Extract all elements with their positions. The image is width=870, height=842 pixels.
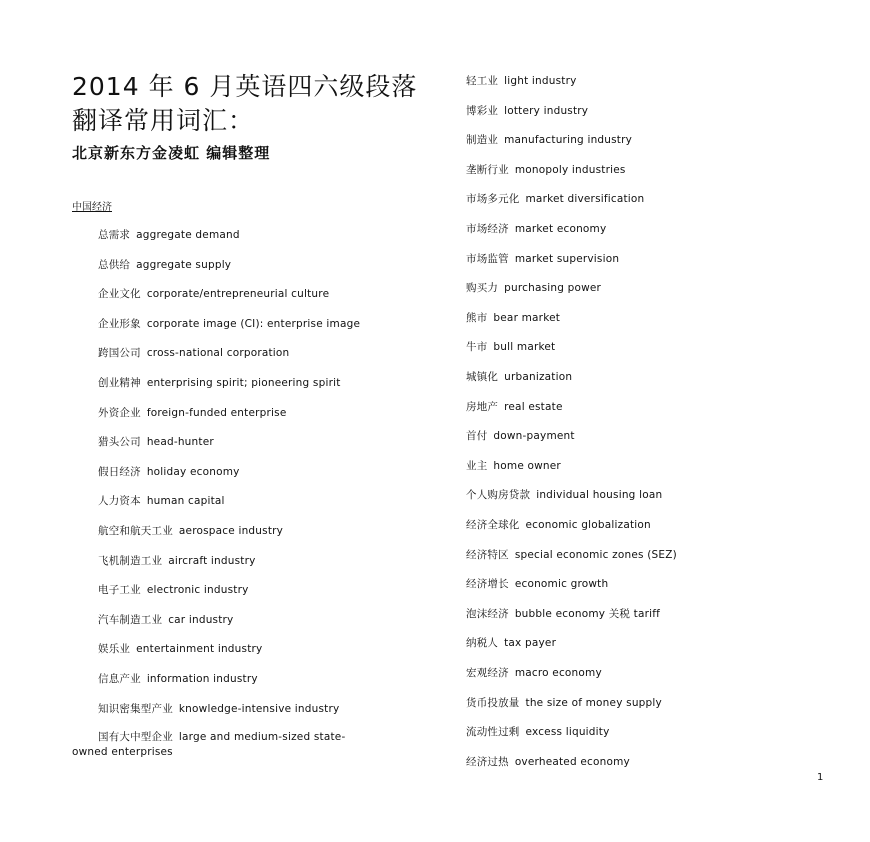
- vocab-english: electronic industry: [146, 584, 249, 597]
- vocab-english: economic globalization: [525, 519, 651, 531]
- vocab-entry: [98, 434, 214, 449]
- vocab-entry: [98, 227, 240, 242]
- vocab-entry: [466, 487, 662, 502]
- vocab-chinese: 宏观经济: [466, 667, 509, 679]
- vocab-entry: [98, 345, 289, 360]
- vocab-english: down-payment: [493, 430, 575, 443]
- vocab-entry: [466, 576, 608, 591]
- vocab-english: light industry: [504, 75, 577, 87]
- vocab-chinese: 人力资本: [98, 495, 141, 508]
- vocab-english: aerospace industry: [178, 525, 284, 537]
- vocab-chinese: 企业文化: [98, 288, 141, 301]
- vocab-entry: [466, 635, 556, 650]
- vocab-chinese: 流动性过剩: [466, 726, 520, 739]
- vocab-entry: [98, 286, 329, 301]
- vocab-chinese: 国有大中型企业: [98, 731, 173, 744]
- vocab-chinese: 市场经济: [466, 223, 509, 235]
- vocab-english: real estate: [504, 400, 563, 413]
- vocab-english: lottery industry: [504, 104, 589, 117]
- vocab-english: urbanization: [504, 371, 573, 383]
- vocab-chinese: 总需求: [98, 229, 131, 241]
- vocab-english: aircraft industry: [168, 554, 256, 567]
- vocab-chinese: 汽车制造工业: [98, 613, 163, 626]
- author-subtitle: 北京新东方金凌虹 编辑整理: [72, 144, 271, 162]
- vocab-entry: [466, 695, 662, 710]
- vocab-entry: [466, 73, 577, 88]
- vocab-chinese: 市场多元化: [466, 193, 520, 206]
- vocab-chinese: 纳税人: [466, 637, 499, 650]
- vocab-chinese: 总供给: [98, 258, 131, 271]
- vocab-chinese: 轻工业: [466, 75, 499, 87]
- vocab-entry: [98, 257, 231, 272]
- vocab-entry: [98, 641, 262, 656]
- vocab-chinese: 经济全球化: [466, 519, 520, 531]
- vocab-chinese: 假日经济: [98, 465, 141, 478]
- vocab-entry: [98, 316, 360, 331]
- vocab-chinese: 经济增长: [466, 578, 509, 591]
- vocab-english: enterprising spirit; pioneering spirit: [146, 377, 341, 389]
- vocab-chinese: 熊市: [466, 311, 488, 324]
- vocab-english: car industry: [168, 613, 234, 626]
- vocab-english: large and medium-sized state-owned enterprises: [72, 731, 346, 759]
- vocab-english: human capital: [146, 495, 225, 508]
- vocab-chinese: 泡沫经济: [466, 607, 509, 620]
- vocab-entry: [98, 375, 341, 390]
- vocab-chinese: 信息产业: [98, 673, 141, 685]
- vocab-entry: [466, 310, 560, 325]
- vocab-entry: [72, 730, 372, 760]
- vocab-entry: [466, 665, 602, 680]
- vocab-entry: [466, 369, 572, 384]
- vocab-english: head-hunter: [146, 436, 214, 449]
- vocab-chinese: 货币投放量: [466, 696, 520, 709]
- vocab-entry: [466, 428, 575, 443]
- vocab-entry: [98, 701, 339, 716]
- vocab-english: home owner: [493, 459, 561, 472]
- vocab-entry: [466, 399, 563, 414]
- vocab-english: aggregate supply: [136, 258, 232, 271]
- vocab-english: excess liquidity: [525, 726, 610, 739]
- vocab-english: corporate image (CI): enterprise image: [146, 317, 361, 330]
- vocab-entry: [466, 280, 601, 295]
- vocab-entry: [466, 162, 626, 177]
- vocab-english: bear market: [493, 311, 561, 324]
- vocab-chinese: 创业精神: [98, 377, 141, 389]
- vocab-chinese: 经济过热: [466, 755, 509, 768]
- vocab-english: macro economy: [514, 667, 602, 679]
- vocab-entry: [466, 754, 630, 769]
- vocab-english: individual housing loan: [536, 489, 663, 502]
- vocab-english: aggregate demand: [136, 229, 240, 241]
- vocab-english: corporate/entrepreneurial culture: [146, 288, 330, 301]
- vocab-chinese: 猎头公司: [98, 436, 141, 449]
- vocab-entry: [98, 553, 256, 568]
- vocab-english: economic growth: [514, 578, 609, 591]
- vocab-chinese: 博彩业: [466, 104, 499, 117]
- vocab-english: bull market: [493, 341, 556, 354]
- vocab-entry: [466, 458, 561, 473]
- vocab-english: holiday economy: [146, 465, 240, 478]
- vocab-entry: [98, 612, 233, 627]
- vocab-english: the size of money supply: [525, 696, 662, 709]
- vocab-english: tax payer: [504, 637, 557, 650]
- vocab-english: manufacturing industry: [504, 134, 633, 147]
- vocab-chinese: 房地产: [466, 400, 499, 413]
- vocab-chinese: 电子工业: [98, 584, 141, 597]
- vocab-entry: [466, 191, 644, 206]
- vocab-entry: [98, 464, 240, 479]
- vocab-chinese: 制造业: [466, 134, 499, 147]
- vocab-english: knowledge-intensive industry: [178, 702, 340, 715]
- vocab-chinese: 外资企业: [98, 406, 141, 419]
- vocab-chinese: 航空和航天工业: [98, 525, 173, 537]
- vocab-chinese: 购买力: [466, 282, 499, 295]
- vocab-chinese: 个人购房贷款: [466, 489, 531, 502]
- vocab-chinese: 经济特区: [466, 548, 509, 561]
- vocab-entry: [98, 493, 225, 508]
- vocab-english: purchasing power: [504, 282, 602, 295]
- vocab-english: bubble economy 关税 tariff: [514, 607, 661, 620]
- vocab-english: market supervision: [514, 252, 620, 265]
- vocab-chinese: 首付: [466, 430, 488, 443]
- vocab-entry: [466, 724, 610, 739]
- vocab-entry: [466, 103, 588, 118]
- vocab-chinese: 市场监管: [466, 252, 509, 265]
- vocab-english: entertainment industry: [136, 643, 263, 656]
- vocab-english: monopoly industries: [514, 163, 626, 176]
- vocab-chinese: 知识密集型产业: [98, 702, 173, 715]
- vocab-entry: [466, 606, 660, 621]
- vocab-chinese: 飞机制造工业: [98, 554, 163, 567]
- vocab-english: market economy: [514, 223, 607, 235]
- vocab-chinese: 垄断行业: [466, 163, 509, 176]
- vocab-entry: [466, 132, 632, 147]
- vocab-english: cross-national corporation: [146, 347, 290, 360]
- vocab-entry: [98, 405, 286, 420]
- vocab-chinese: 牛市: [466, 341, 488, 354]
- vocab-entry: [466, 517, 651, 532]
- vocab-chinese: 跨国公司: [98, 347, 141, 360]
- page-number: 1: [817, 772, 824, 783]
- vocab-chinese: 企业形象: [98, 317, 141, 330]
- vocab-entry: [466, 221, 606, 236]
- vocab-entry: [466, 339, 555, 354]
- vocab-english: overheated economy: [514, 755, 630, 768]
- vocab-english: foreign-funded enterprise: [146, 406, 287, 419]
- page-title: 2014 年 6 月英语四六级段落翻译常用词汇：: [72, 72, 418, 135]
- vocab-entry: [466, 251, 619, 266]
- section-heading: 中国经济: [72, 202, 112, 213]
- vocab-english: market diversification: [525, 193, 645, 206]
- vocab-entry: [466, 547, 677, 562]
- vocab-english: special economic zones (SEZ): [514, 548, 677, 561]
- vocab-chinese: 娱乐业: [98, 643, 131, 656]
- vocab-chinese: 城镇化: [466, 371, 499, 383]
- vocab-english: information industry: [146, 673, 258, 685]
- vocab-chinese: 业主: [466, 459, 488, 472]
- vocab-entry: [98, 671, 258, 686]
- vocab-entry: [98, 582, 249, 597]
- vocab-entry: [98, 523, 283, 538]
